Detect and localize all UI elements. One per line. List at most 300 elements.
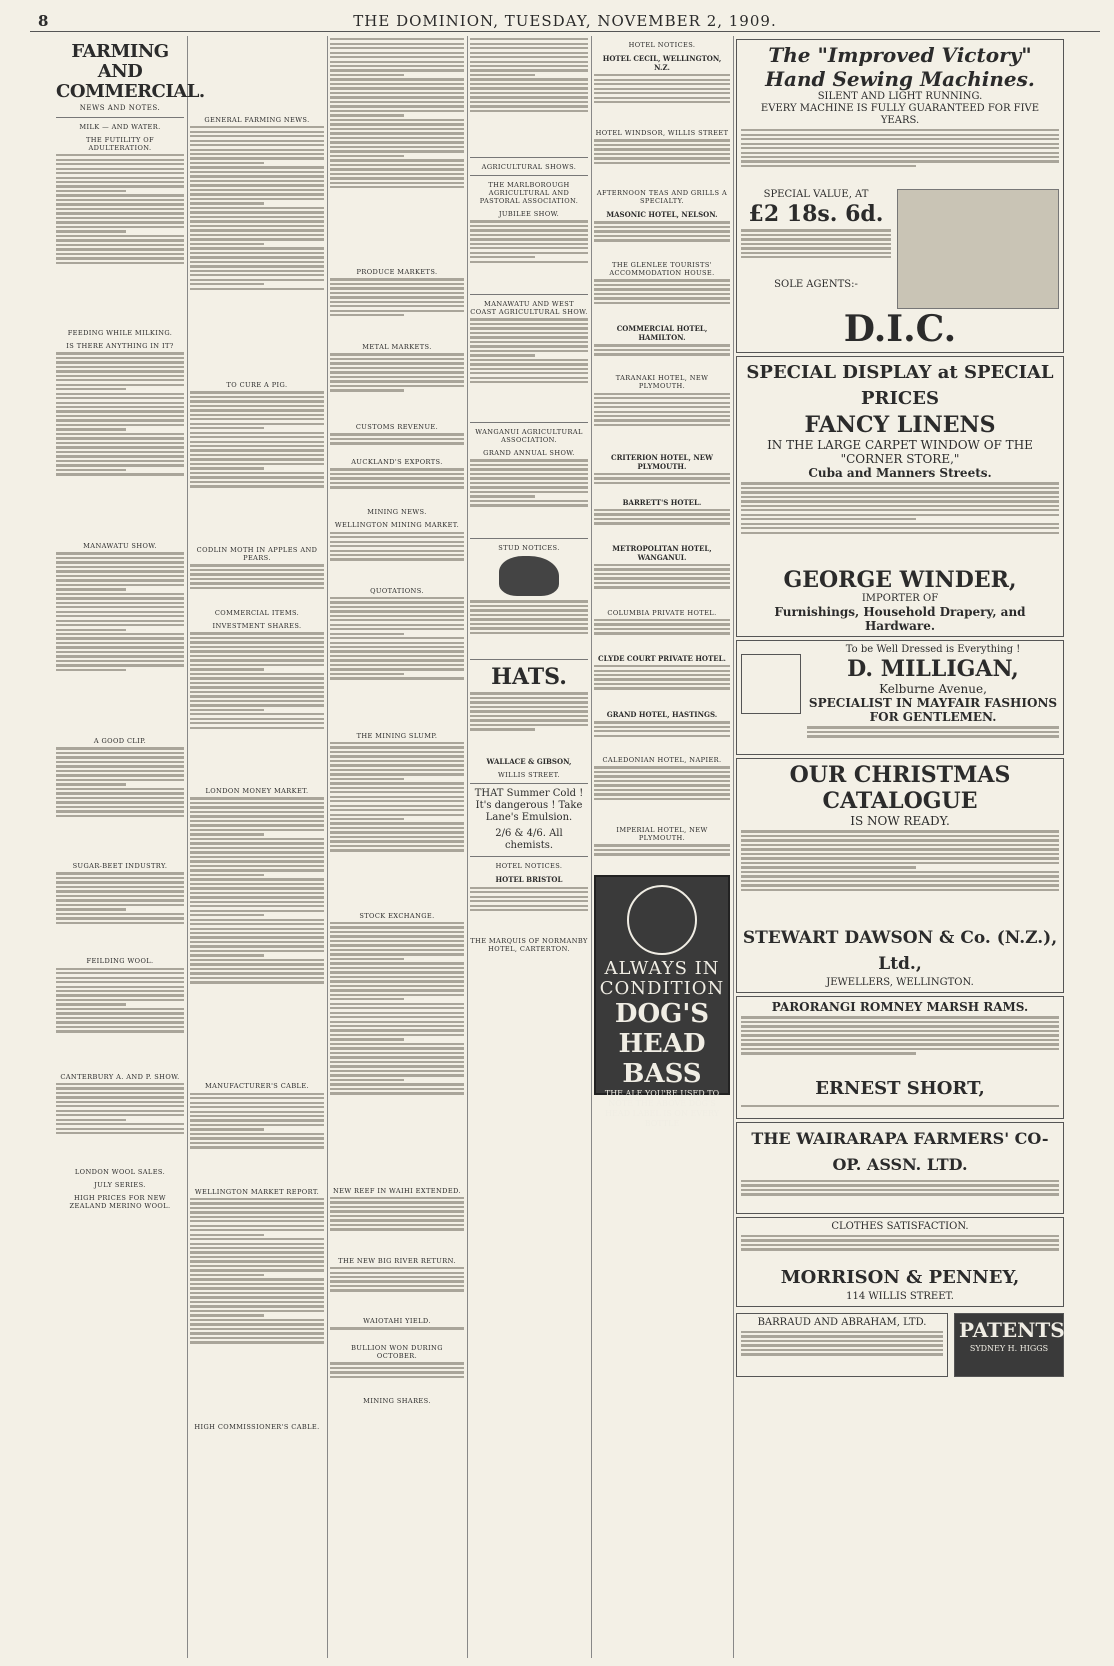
article-body — [330, 742, 464, 907]
text-line — [56, 464, 184, 466]
text-line — [190, 1142, 324, 1144]
text-line — [330, 1285, 464, 1287]
text-line — [741, 165, 916, 167]
text-line — [56, 810, 184, 812]
text-line — [56, 361, 184, 363]
text-line — [56, 159, 184, 161]
text-line — [330, 558, 464, 560]
text-line — [594, 235, 730, 237]
article-heading: NEW REEF IN WAIHI EXTENDED. — [333, 1186, 461, 1195]
advertisement-text — [470, 459, 588, 534]
text-line — [330, 1061, 464, 1063]
text-line — [470, 459, 588, 461]
text-line — [330, 536, 464, 538]
text-line — [56, 244, 184, 246]
text-line — [190, 476, 324, 478]
text-line — [56, 1092, 184, 1094]
column-5 — [594, 36, 730, 1658]
text-line — [190, 1323, 324, 1325]
text-line — [741, 527, 1059, 529]
advertisement-subtitle: GRAND ANNUAL SHOW. — [483, 449, 575, 458]
text-line — [470, 710, 588, 712]
text-line — [330, 150, 464, 152]
text-line — [330, 1038, 404, 1040]
ad-slogan: To be Well Dressed is Everything ! — [845, 644, 1021, 656]
article-heading: MANAWATU SHOW. — [83, 542, 157, 551]
text-line — [56, 990, 184, 992]
text-line — [190, 270, 324, 272]
hotel-name: THE MARQUIS OF NORMANBY HOTEL, CARTERTON. — [470, 936, 588, 953]
text-line — [330, 1201, 464, 1203]
text-line — [190, 815, 324, 817]
text-line — [330, 371, 464, 373]
article-heading: TO CURE A PIG. — [226, 381, 288, 390]
article-heading: WAIOTAHI YIELD. — [363, 1317, 431, 1326]
text-line — [330, 751, 464, 753]
text-line — [330, 1092, 464, 1094]
text-line — [330, 827, 464, 829]
text-line — [594, 793, 730, 795]
text-line — [470, 336, 588, 338]
text-line — [741, 1043, 1059, 1045]
text-line — [741, 1335, 943, 1337]
article-heading: CODLIN MOTH IN APPLES AND PEARS. — [196, 546, 318, 563]
text-line — [56, 253, 184, 255]
article-heading: AUCKLAND'S EXPORTS. — [351, 458, 443, 467]
text-line — [330, 83, 464, 85]
bass-brand: DOG'S HEAD BASS — [614, 999, 710, 1090]
article-body — [330, 433, 464, 453]
text-line — [190, 820, 324, 822]
text-line — [741, 491, 1059, 493]
share-table — [330, 597, 464, 727]
text-line — [56, 922, 184, 924]
advertisement-title: THE MARLBOROUGH AGRICULTURAL AND PASTORAL ASSOCIATION. — [479, 181, 579, 206]
ad-headline: Hand Sewing Machines. — [765, 67, 1035, 91]
text-line — [594, 577, 730, 579]
text-line — [56, 393, 184, 395]
article-body — [56, 968, 184, 1068]
text-line — [594, 393, 730, 395]
text-line — [56, 788, 184, 790]
article-body — [56, 747, 184, 857]
bottom-advertisements — [736, 1310, 1064, 1380]
ad-headline: CLOTHES SATISFACTION. — [831, 1220, 969, 1232]
text-line — [594, 522, 730, 524]
text-line — [741, 487, 1059, 489]
text-line — [741, 844, 1059, 846]
advertiser-trade: Furnishings, Household Drapery, and Hardware. — [774, 605, 1026, 634]
advertisement-title: WANGANUI AGRICULTURAL ASSOCIATION. — [475, 428, 583, 445]
text-line — [741, 505, 1059, 507]
text-line — [56, 154, 184, 156]
column-rule — [733, 36, 734, 1658]
text-line — [594, 844, 730, 846]
text-line — [470, 491, 588, 493]
text-line — [470, 341, 588, 343]
text-line — [330, 477, 464, 479]
text-line — [190, 414, 324, 416]
text-line — [330, 545, 464, 547]
text-line — [190, 977, 324, 979]
text-line — [190, 238, 324, 240]
text-line — [56, 451, 184, 453]
text-line — [594, 798, 730, 800]
text-line — [330, 1367, 464, 1369]
text-line — [470, 332, 588, 334]
text-line — [56, 437, 184, 439]
text-line — [190, 1260, 324, 1262]
text-line — [741, 862, 1059, 864]
text-line — [190, 655, 324, 657]
text-line — [56, 428, 126, 430]
text-line — [470, 56, 588, 58]
text-line — [330, 926, 464, 928]
text-line — [56, 575, 184, 577]
text-line — [330, 1206, 464, 1208]
text-line — [470, 632, 588, 634]
text-line — [330, 1065, 464, 1067]
text-line — [56, 615, 184, 617]
text-line — [330, 976, 464, 978]
text-line — [470, 623, 588, 625]
text-line — [470, 600, 588, 602]
text-line — [741, 482, 1059, 484]
newspaper-title: THE DOMINION, TUESDAY, NOVEMBER 2, 1909. — [353, 12, 777, 30]
text-line — [741, 1180, 1059, 1182]
morrison-penney-advertisement — [736, 1217, 1064, 1307]
text-line — [330, 1088, 464, 1090]
text-line — [330, 1012, 464, 1014]
text-line — [56, 761, 184, 763]
article-heading: CUSTOMS REVENUE. — [355, 423, 439, 432]
text-line — [470, 719, 588, 721]
text-line — [594, 628, 730, 630]
text-line — [56, 806, 184, 808]
text-line — [190, 436, 324, 438]
text-line — [741, 532, 1059, 534]
text-line — [56, 557, 184, 559]
text-line — [594, 144, 730, 146]
advertisement-text — [594, 74, 730, 124]
column-2 — [190, 36, 324, 1658]
text-line — [741, 1235, 1059, 1237]
text-line — [741, 229, 891, 231]
text-line — [56, 257, 184, 259]
text-line — [330, 173, 464, 175]
article-body — [190, 564, 324, 604]
text-line — [330, 800, 464, 802]
text-line — [330, 1034, 464, 1036]
text-line — [741, 1189, 1059, 1191]
text-line — [470, 61, 588, 63]
text-line — [190, 140, 324, 142]
text-line — [330, 1289, 464, 1291]
text-line — [190, 1198, 324, 1200]
article-heading: QUOTATIONS. — [370, 586, 424, 595]
text-line — [330, 1056, 464, 1058]
text-line — [190, 454, 324, 456]
advertiser-title: IMPORTER OF — [861, 593, 939, 605]
advertisement-text — [470, 38, 588, 153]
text-line — [190, 865, 324, 867]
ad-headline: PATENTS — [959, 1317, 1065, 1342]
text-line — [330, 962, 464, 964]
text-line — [470, 256, 535, 258]
text-line — [56, 212, 184, 214]
text-line — [190, 887, 324, 889]
text-line — [190, 914, 264, 916]
text-line — [330, 989, 464, 991]
text-line — [330, 985, 464, 987]
text-line — [190, 1124, 324, 1126]
text-line — [56, 1087, 184, 1089]
text-line — [190, 485, 324, 487]
article-heading: THE MINING SLUMP. — [356, 731, 438, 740]
text-line — [741, 1105, 1059, 1107]
text-line — [330, 1276, 464, 1278]
text-line — [190, 582, 324, 584]
text-line — [330, 601, 464, 603]
text-line — [594, 101, 730, 103]
text-line — [56, 566, 184, 568]
text-line — [190, 829, 324, 831]
text-line — [56, 181, 184, 183]
text-line — [190, 686, 324, 688]
text-line — [190, 1234, 264, 1236]
article-body — [330, 468, 464, 503]
advertiser-name: SYDNEY H. HIGGS — [969, 1343, 1049, 1353]
hotel-name: IMPERIAL HOTEL, NEW PLYMOUTH. — [616, 826, 708, 843]
text-line — [56, 913, 184, 915]
text-line — [741, 1349, 943, 1351]
hotel-name: COLUMBIA PRIVATE HOTEL. — [607, 608, 717, 617]
ad-body — [741, 229, 891, 279]
text-line — [330, 532, 464, 534]
text-line — [190, 1207, 324, 1209]
text-line — [741, 830, 1059, 832]
ad-headline: SPECIAL DISPLAY at SPECIAL PRICES — [746, 362, 1054, 410]
text-line — [56, 968, 184, 970]
text-line — [330, 980, 464, 982]
text-line — [741, 129, 1059, 131]
ad-subheadline: SILENT AND LIGHT RUNNING. — [817, 91, 983, 102]
text-line — [330, 606, 464, 608]
ad-headline: PARORANGI ROMNEY MARSH RAMS. — [771, 1000, 1029, 1015]
text-line — [470, 52, 588, 54]
ad-subheadline: IS NOW READY. — [850, 814, 950, 829]
text-line — [190, 1106, 324, 1108]
text-line — [190, 458, 324, 460]
text-line — [594, 230, 730, 232]
text-line — [330, 310, 464, 312]
text-line — [470, 38, 588, 40]
text-line — [190, 824, 324, 826]
text-line — [470, 74, 535, 76]
text-line — [190, 1278, 324, 1280]
text-line — [190, 1305, 324, 1307]
text-line — [741, 875, 1059, 877]
text-line — [56, 455, 184, 457]
fancy-linens-advertisement — [736, 356, 1064, 637]
article-body — [330, 532, 464, 582]
advertisement-text — [594, 139, 730, 184]
text-line — [594, 632, 730, 634]
text-line — [330, 78, 464, 80]
text-line — [56, 384, 184, 386]
text-line — [190, 1133, 324, 1135]
article-body — [330, 922, 464, 1182]
text-line — [190, 847, 324, 849]
text-line — [741, 866, 916, 868]
text-line — [56, 424, 184, 426]
text-line — [330, 796, 464, 798]
text-line — [741, 889, 1059, 891]
text-line — [470, 627, 588, 629]
text-line — [330, 110, 464, 112]
text-line — [190, 1111, 324, 1113]
text-line — [330, 1007, 464, 1009]
advertisement-text — [594, 279, 730, 319]
hotel-name: CALEDONIAN HOTEL, NAPIER. — [602, 756, 722, 765]
text-line — [330, 845, 464, 847]
article-body — [330, 1267, 464, 1312]
article-heading: MINING SHARES. — [363, 1397, 431, 1406]
text-line — [56, 792, 184, 794]
article-heading: METAL MARKETS. — [362, 343, 432, 352]
text-line — [56, 352, 184, 354]
text-line — [190, 923, 324, 925]
advertiser-address: WILLIS STREET. — [498, 771, 560, 780]
text-line — [190, 1119, 324, 1121]
text-line — [594, 665, 730, 667]
text-line — [190, 677, 324, 679]
text-line — [741, 514, 1059, 516]
column-rule — [591, 36, 592, 1658]
text-line — [741, 518, 916, 520]
text-line — [190, 225, 324, 227]
text-line — [56, 168, 184, 170]
text-line — [56, 895, 184, 897]
text-line — [56, 217, 184, 219]
text-line — [330, 159, 464, 161]
text-line — [190, 1146, 324, 1148]
text-line — [594, 139, 730, 141]
text-line — [190, 573, 324, 575]
ad-body — [741, 830, 1059, 925]
text-line — [330, 637, 464, 639]
advertiser-name: GEORGE WINDER, — [783, 567, 1017, 594]
text-line — [56, 370, 184, 372]
text-line — [594, 721, 730, 723]
article-body — [190, 797, 324, 1077]
text-line — [741, 1025, 1059, 1027]
text-line — [470, 323, 588, 325]
text-line — [190, 157, 324, 159]
text-line — [56, 433, 184, 435]
text-line — [330, 953, 464, 955]
text-line — [470, 724, 588, 726]
text-line — [190, 1337, 324, 1339]
text-line — [330, 1052, 464, 1054]
text-line — [741, 1052, 916, 1054]
text-line — [190, 869, 324, 871]
text-line — [470, 891, 588, 893]
text-line — [56, 642, 184, 644]
advertisement-subtitle: AFTERNOON TEAS AND GRILLS A SPECIALTY. — [596, 189, 728, 206]
text-line — [190, 391, 324, 393]
wairarapa-farmers-advertisement — [736, 1122, 1064, 1214]
text-line — [190, 1211, 324, 1213]
sole-agents-label: SOLE AGENTS:- — [774, 279, 858, 291]
text-line — [330, 177, 464, 179]
text-line — [190, 883, 324, 885]
text-line — [190, 632, 324, 634]
text-line — [594, 586, 730, 588]
text-line — [330, 1003, 464, 1005]
text-line — [56, 1096, 184, 1098]
text-line — [56, 552, 184, 554]
text-line — [330, 186, 464, 188]
text-line — [56, 597, 184, 599]
text-line — [190, 467, 264, 469]
text-line — [56, 908, 126, 910]
text-line — [594, 849, 730, 851]
text-line — [56, 561, 184, 563]
text-line — [330, 782, 464, 784]
text-line — [190, 838, 324, 840]
text-line — [190, 1265, 324, 1267]
text-line — [190, 288, 324, 290]
text-line — [56, 226, 184, 228]
text-line — [741, 848, 1059, 850]
section-subheading: NEWS AND NOTES. — [79, 104, 161, 112]
patents-advertisement — [954, 1313, 1064, 1377]
advertiser-address: JEWELLERS, WELLINGTON. — [826, 977, 974, 989]
text-line — [330, 1272, 464, 1274]
text-line — [190, 682, 324, 684]
text-line — [190, 587, 324, 589]
text-line — [594, 402, 730, 404]
text-line — [190, 959, 324, 961]
text-line — [56, 1003, 126, 1005]
text-line — [190, 833, 264, 835]
text-line — [190, 578, 324, 580]
text-line — [330, 1083, 464, 1085]
text-line — [594, 766, 730, 768]
text-line — [594, 415, 730, 417]
text-line — [594, 92, 730, 94]
column-3 — [330, 36, 464, 1658]
text-line — [190, 874, 264, 876]
article-heading: HIGH COMMISSIONER'S CABLE. — [194, 1422, 320, 1431]
text-line — [190, 905, 324, 907]
text-line — [470, 477, 588, 479]
advertisement-text — [594, 393, 730, 448]
hotel-name: TARANAKI HOTEL, NEW PLYMOUTH. — [615, 374, 709, 391]
hotel-name: GRAND HOTEL, HASTINGS. — [606, 710, 718, 720]
advertisement-text — [594, 665, 730, 705]
text-line — [190, 1202, 324, 1204]
text-line — [330, 778, 404, 780]
text-line — [741, 1244, 1059, 1246]
text-line — [190, 261, 324, 263]
text-line — [330, 367, 464, 369]
text-line — [741, 884, 1059, 886]
text-line — [56, 899, 184, 901]
text-line — [330, 38, 464, 40]
text-line — [190, 646, 324, 648]
